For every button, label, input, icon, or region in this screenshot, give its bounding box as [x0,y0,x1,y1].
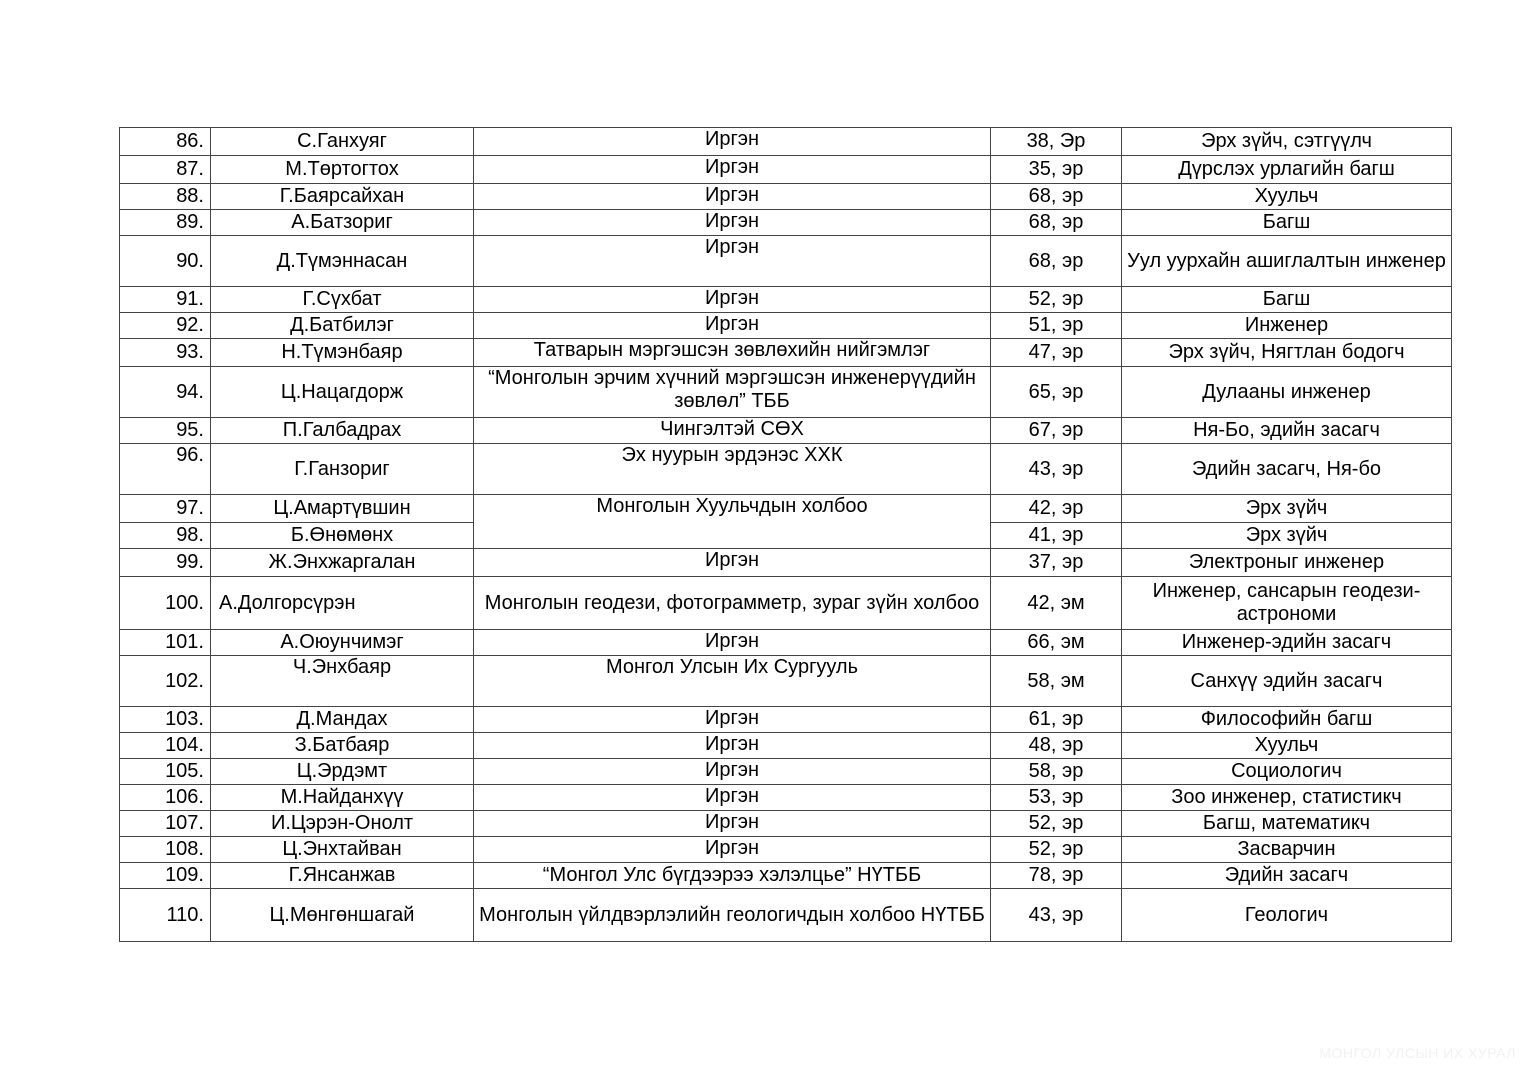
age-sex: 52, эр [991,811,1122,837]
age-sex: 35, эр [991,156,1122,184]
organization: Иргэн [474,707,991,733]
table-row [120,863,1452,889]
profession: Багш [1122,287,1452,313]
profession: Дүрслэх урлагийн багш [1122,156,1452,184]
organization: Иргэн [474,733,991,759]
row-number: 92. [120,313,211,339]
organization: Чингэлтэй СӨХ [474,418,991,444]
organization: Монголын Хуульчдын холбоо [474,495,991,549]
age-sex: 68, эр [991,210,1122,236]
person-name: Ч.Энхбаяр [211,656,474,707]
age-sex: 42, эр [991,495,1122,523]
organization: Иргэн [474,287,991,313]
watermark-text: МОНГОЛ УЛСЫН ИХ ХУРАЛ [1319,1045,1516,1061]
row-number: 91. [120,287,211,313]
age-sex: 58, эм [991,656,1122,707]
organization: Татварын мэргэшсэн зөвлөхийн нийгэмлэг [474,339,991,367]
row-number: 88. [120,184,211,210]
table-row [120,367,1452,418]
person-name: З.Батбаяр [211,733,474,759]
organization: Иргэн [474,630,991,656]
profession: Дулааны инженер [1122,367,1452,418]
age-sex: 43, эр [991,444,1122,495]
row-number: 99. [120,549,211,577]
organization: Иргэн [474,549,991,577]
profession: Электроныг инженер [1122,549,1452,577]
row-number: 89. [120,210,211,236]
person-name: И.Цэрэн-Онолт [211,811,474,837]
organization: Иргэн [474,785,991,811]
table-row [120,313,1452,339]
profession: Зоо инженер, статистикч [1122,785,1452,811]
profession: Эдийн засагч [1122,863,1452,889]
person-name: М.Найданхүү [211,785,474,811]
profession: Санхүү эдийн засагч [1122,656,1452,707]
organization: Иргэн [474,759,991,785]
organization: Иргэн [474,837,991,863]
profession: Ня-Бо, эдийн засагч [1122,418,1452,444]
age-sex: 37, эр [991,549,1122,577]
table-row [120,577,1452,630]
table-row [120,785,1452,811]
person-name: Г.Сүхбат [211,287,474,313]
profession: Инженер [1122,313,1452,339]
person-name: Ц.Нацагдорж [211,367,474,418]
row-number: 86. [120,128,211,156]
table-row [120,837,1452,863]
age-sex: 58, эр [991,759,1122,785]
participants-table [119,127,1452,942]
organization: Иргэн [474,210,991,236]
person-name: Ц.Энхтайван [211,837,474,863]
age-sex: 53, эр [991,785,1122,811]
person-name: Ц.Эрдэмт [211,759,474,785]
profession: Философийн багш [1122,707,1452,733]
profession: Уул уурхайн ашиглалтын инженер [1122,236,1452,287]
person-name: Д.Мандах [211,707,474,733]
profession: Хуульч [1122,184,1452,210]
organization: Иргэн [474,811,991,837]
age-sex: 43, эр [991,889,1122,942]
row-number: 100. [120,577,211,630]
organization: “Монголын эрчим хүчний мэргэшсэн инженерүүдийн зөвлөл” ТББ [474,367,991,418]
row-number: 103. [120,707,211,733]
person-name: П.Галбадрах [211,418,474,444]
profession: Эрх зүйч [1122,495,1452,523]
person-name: С.Ганхуяг [211,128,474,156]
table-row [120,889,1452,942]
table-row [120,549,1452,577]
age-sex: 52, эр [991,837,1122,863]
profession: Багш, математикч [1122,811,1452,837]
organization: Иргэн [474,236,991,287]
age-sex: 42, эм [991,577,1122,630]
age-sex: 47, эр [991,339,1122,367]
person-name: М.Төртогтох [211,156,474,184]
organization: “Монгол Улс бүгдээрээ хэлэлцье” НҮТББ [474,863,991,889]
profession: Геологич [1122,889,1452,942]
age-sex: 68, эр [991,236,1122,287]
profession: Инженер, сансарын геодези-астрономи [1122,577,1452,630]
table-row [120,656,1452,707]
row-number: 107. [120,811,211,837]
table-row [120,184,1452,210]
age-sex: 66, эм [991,630,1122,656]
row-number: 101. [120,630,211,656]
profession: Засварчин [1122,837,1452,863]
age-sex: 68, эр [991,184,1122,210]
table-row [120,236,1452,287]
organization: Монголын үйлдвэрлэлийн геологичдын холбоо НҮТББ [474,889,991,942]
row-number: 108. [120,837,211,863]
person-name: Б.Өнөмөнх [211,523,474,549]
row-number: 102. [120,656,211,707]
row-number: 106. [120,785,211,811]
organization: Иргэн [474,313,991,339]
table-row [120,630,1452,656]
age-sex: 61, эр [991,707,1122,733]
row-number: 96. [120,444,211,495]
table-row [120,444,1452,495]
table-row [120,156,1452,184]
age-sex: 52, эр [991,287,1122,313]
age-sex: 67, эр [991,418,1122,444]
age-sex: 41, эр [991,523,1122,549]
organization: Эх нуурын эрдэнэс ХХК [474,444,991,495]
row-number: 93. [120,339,211,367]
person-name: Г.Баярсайхан [211,184,474,210]
organization: Монголын геодези, фотограмметр, зураг зүйн холбоо [474,577,991,630]
table-row [120,495,1452,523]
profession: Багш [1122,210,1452,236]
table-row [120,707,1452,733]
row-number: 109. [120,863,211,889]
row-number: 90. [120,236,211,287]
person-name: Г.Ганзориг [211,444,474,495]
table-row [120,811,1452,837]
table-row [120,759,1452,785]
row-number: 98. [120,523,211,549]
row-number: 94. [120,367,211,418]
organization: Иргэн [474,184,991,210]
table-row [120,339,1452,367]
row-number: 110. [120,889,211,942]
profession: Хуульч [1122,733,1452,759]
age-sex: 65, эр [991,367,1122,418]
person-name: Д.Батбилэг [211,313,474,339]
profession: Эдийн засагч, Ня-бо [1122,444,1452,495]
row-number: 105. [120,759,211,785]
row-number: 95. [120,418,211,444]
row-number: 97. [120,495,211,523]
profession: Эрх зүйч, сэтгүүлч [1122,128,1452,156]
table-row [120,287,1452,313]
person-name: Н.Түмэнбаяр [211,339,474,367]
organization: Монгол Улсын Их Сургууль [474,656,991,707]
profession: Эрх зүйч, Нягтлан бодогч [1122,339,1452,367]
person-name: А.Оюунчимэг [211,630,474,656]
profession: Эрх зүйч [1122,523,1452,549]
row-number: 104. [120,733,211,759]
age-sex: 78, эр [991,863,1122,889]
table-row [120,418,1452,444]
age-sex: 38, Эр [991,128,1122,156]
person-name: Ж.Энхжаргалан [211,549,474,577]
age-sex: 48, эр [991,733,1122,759]
table-row [120,210,1452,236]
table-row [120,733,1452,759]
table-row [120,128,1452,156]
row-number: 87. [120,156,211,184]
person-name: Г.Янсанжав [211,863,474,889]
profession: Инженер-эдийн засагч [1122,630,1452,656]
person-name: Д.Түмэннасан [211,236,474,287]
person-name: Ц.Мөнгөншагай [211,889,474,942]
age-sex: 51, эр [991,313,1122,339]
person-name: А.Долгорсүрэн [211,577,474,630]
organization: Иргэн [474,128,991,156]
person-name: Ц.Амартүвшин [211,495,474,523]
organization: Иргэн [474,156,991,184]
profession: Социологич [1122,759,1452,785]
person-name: А.Батзориг [211,210,474,236]
